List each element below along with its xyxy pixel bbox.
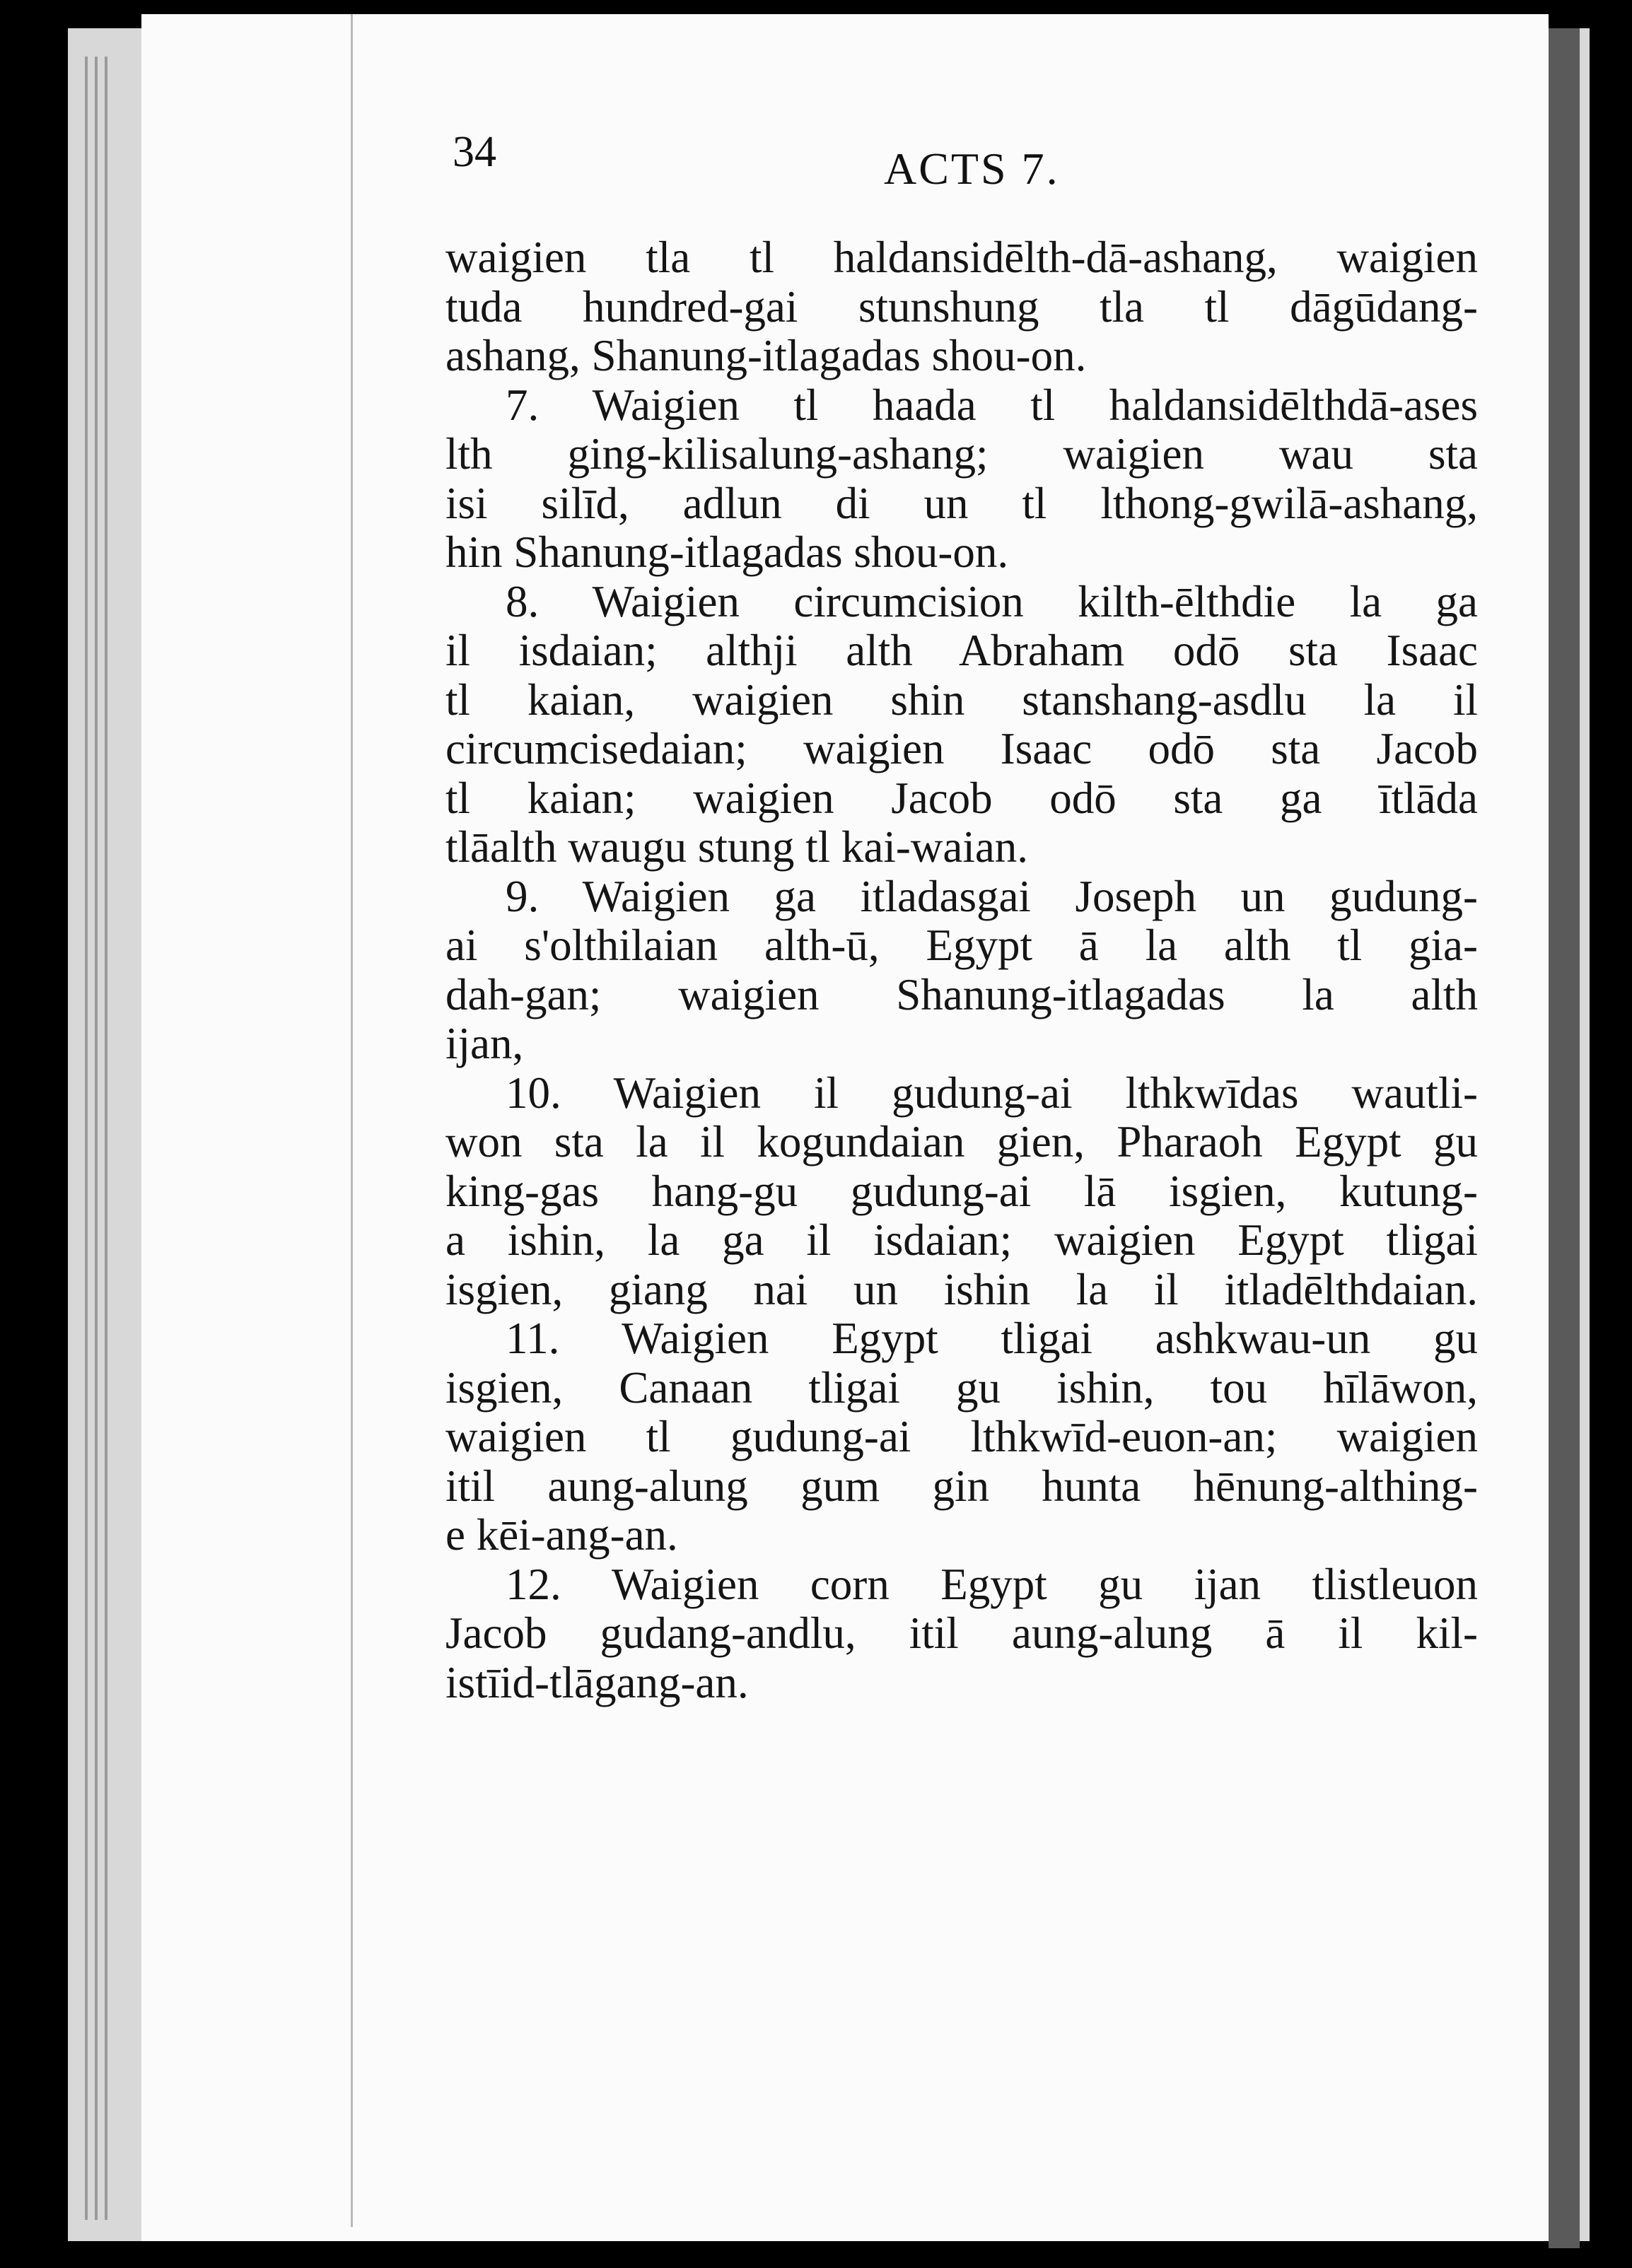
text-line: e kēi-ang-an. xyxy=(445,1510,678,1560)
running-head: ACTS 7. xyxy=(884,144,1060,194)
text-line: isgien, Canaan tligai gu ishin, tou hīlāwon, xyxy=(445,1362,1478,1413)
page-header xyxy=(453,127,1457,205)
inner-margin-rule xyxy=(351,14,353,2227)
text-line: tl kaian; waigien Jacob odō sta ga ītlāda xyxy=(445,773,1478,823)
text-line: ijan, xyxy=(445,1019,524,1068)
text-line: ai s'olthilaian alth-ū, Egypt ā la alth tl gia- xyxy=(445,920,1478,970)
text-line: istīid-tlāgang-an. xyxy=(445,1657,749,1707)
text-line: isgien, giang nai un ishin la il itladēlthdaian. xyxy=(445,1264,1478,1314)
body-text xyxy=(445,233,1478,1707)
text-line: tlāalth waugu stung tl kai-waian. xyxy=(445,822,1029,872)
text-line: lth ging-kilisalung-ashang; waigien wau sta xyxy=(445,429,1478,479)
text-line: 12. Waigien corn Egypt gu ijan tlistleuon xyxy=(506,1559,1478,1609)
text-line: hin Shanung-itlagadas shou-on. xyxy=(445,527,1009,577)
text-line: 7. Waigien tl haada tl haldansidēlthdā-ases xyxy=(506,380,1478,430)
text-line: isi silīd, adlun di un tl lthong-gwilā-ashang, xyxy=(445,478,1478,528)
page-number: 34 xyxy=(453,128,496,176)
text-line: 9. Waigien ga itladasgai Joseph un gudung- xyxy=(506,871,1478,921)
text-line: tuda hundred-gai stunshung tla tl dāgūdang- xyxy=(445,281,1478,332)
text-line: ashang, Shanung-itlagadas shou-on. xyxy=(445,331,1087,380)
text-line: king-gas hang-gu gudung-ai lā isgien, kutung- xyxy=(445,1166,1478,1216)
text-line: 8. Waigien circumcision kilth-ēlthdie la ga xyxy=(506,576,1478,626)
page-edge-line xyxy=(95,57,98,2220)
text-line: circumcisedaian; waigien Isaac odō sta Jacob xyxy=(445,724,1478,773)
text-line: won sta la il kogundaian gien, Pharaoh Egypt gu xyxy=(445,1117,1478,1167)
text-line: waigien tla tl haldansidēlth-dā-ashang, waigien xyxy=(445,233,1478,282)
text-line: 10. Waigien il gudung-ai lthkwīdas wautli- xyxy=(506,1068,1478,1118)
text-line: il isdaian; althji alth Abraham odō sta Isaac xyxy=(445,626,1478,675)
text-line: 11. Waigien Egypt tligai ashkwau-un gu xyxy=(506,1314,1478,1363)
text-line: tl kaian, waigien shin stanshang-asdlu la il xyxy=(445,674,1478,725)
text-line: Jacob gudang-andlu, itil aung-alung ā il kil- xyxy=(445,1608,1478,1658)
page-edge-line xyxy=(105,57,107,2220)
text-line: itil aung-alung gum gin hunta hēnung-althing- xyxy=(445,1461,1478,1511)
text-line: dah-gan; waigien Shanung-itlagadas la alth xyxy=(445,969,1478,1019)
text-line: waigien tl gudung-ai lthkwīd-euon-an; waigien xyxy=(445,1412,1478,1461)
page-edge-line xyxy=(85,57,88,2220)
page-right-shadow xyxy=(1549,28,1580,2248)
text-line: a ishin, la ga il isdaian; waigien Egypt tligai xyxy=(445,1215,1478,1265)
